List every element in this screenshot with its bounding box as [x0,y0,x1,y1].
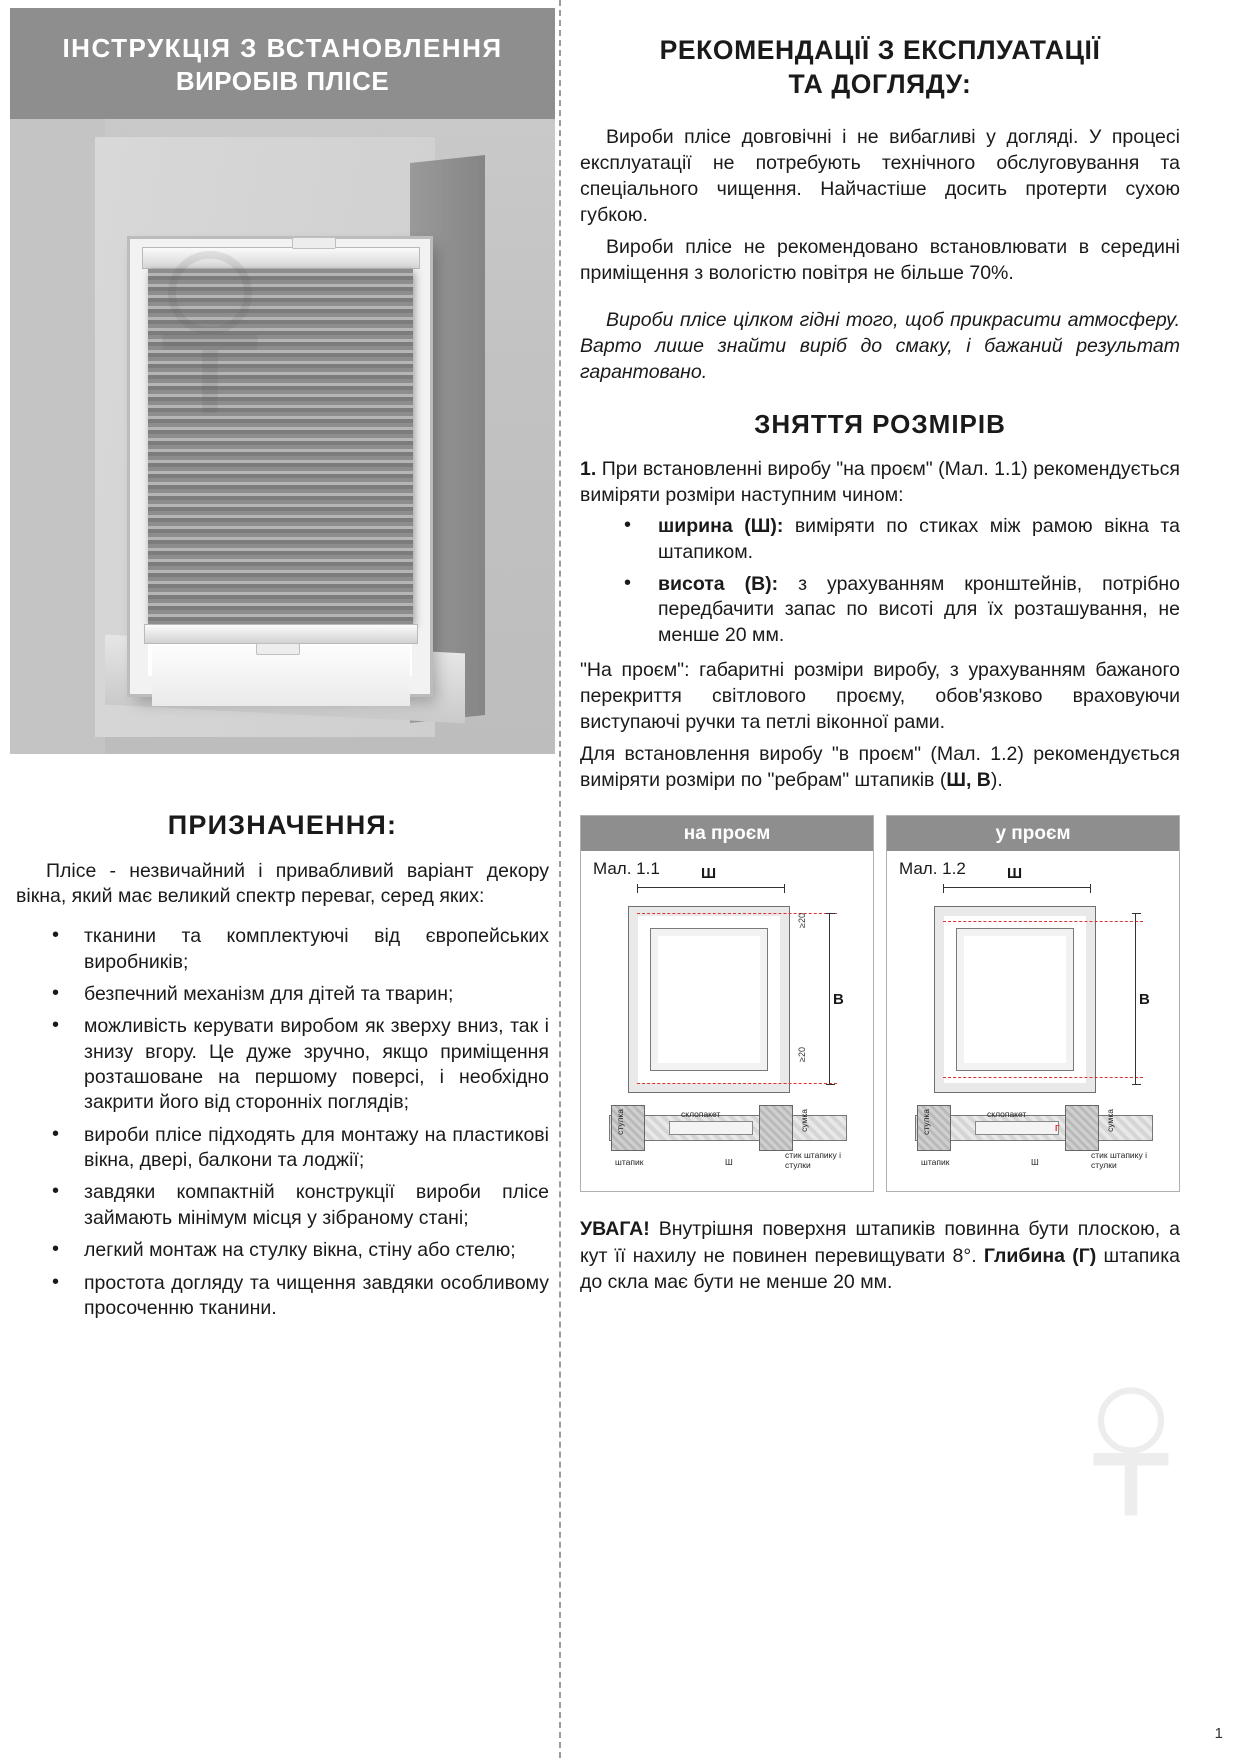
warning-text-bold: Глибина (Г) [983,1244,1097,1267]
care-para-1: Вироби пліcе довговічні і не вибагливі у догляді. У процесі експлуатації не потребують технічного обслуговування та спеціального чищення. Найчастіше досить протерти сухою губкою. [580,125,1180,227]
left-column [10,8,555,1750]
diagram-1-section [609,1097,847,1175]
list-item-width [580,514,1180,565]
product-photo [10,119,555,754]
diagram-1-height-label: В [833,991,844,1009]
para5-bold: Ш, В [946,769,991,792]
care-title [580,34,1180,102]
diagram-2-label-glass: склопакет [987,1109,1027,1120]
measurement-intro-text: При встановленні виробу "на проєм" (Мал. 1.1) рекомендується виміряти розміри наступним чином: [580,457,1180,507]
diagram-1-red-line-bottom [637,1083,837,1084]
diagram-1-section-glass [669,1121,753,1135]
diagram-2-section-glass [975,1121,1059,1135]
page-number: 1 [1214,1725,1223,1742]
diagram-2-label-joint: стик штапику і стулки [1091,1150,1147,1170]
photo-glass [152,646,410,706]
para5-a: Для встановлення виробу "в проєм" (Мал. 1.2) рекомендується виміряти розміри по "ребрам" штапиків ( [580,743,1180,792]
diagram-2-window-inner [957,929,1073,1070]
warning-paragraph [580,1216,1180,1295]
diagram-1-label-bag: сумка [799,1109,809,1133]
care-para-2: Вироби пліcе не рекомендовано встановлювати в середині приміщення з вологістю повітря не більше 70%. [580,236,1180,285]
diagram-2-label-sash: стулка [921,1109,931,1136]
height-text: з урахуванням кронштейнів, потрібно передбачити запас по висоті для їх розташування, не менше 20 мм. [658,572,1181,647]
diagram-1-label-glass: склопакет [681,1109,721,1120]
diagram-u-proem [886,815,1180,1192]
list-item: • простота догляду та чищення завдяки особливому просоченню тканини. [16,1271,549,1322]
measurement-intro [580,456,1180,508]
purpose-title: ПРИЗНАЧЕННЯ: [167,809,398,840]
diagram-1-red-line-top [637,913,837,914]
para5-c: ). [990,769,1003,792]
diagram-2-section [915,1097,1153,1175]
diagram-1-height-dim [829,913,830,1085]
diagram-1-window-outer [629,907,789,1092]
diagram-2-section-block-right [1065,1105,1099,1151]
diagram-1-section-block-right [759,1105,793,1151]
photo-bottom-rail [144,624,418,644]
diagram-2-red-line-top [943,921,1143,922]
diagram-2-body [887,851,1179,1191]
diagram-2-label-beading: штапик [921,1157,950,1168]
diagram-1-window-inner [651,929,767,1070]
measurement-para-5 [580,741,1180,793]
left-body [10,754,555,1322]
diagram-1-label-sash: стулка [615,1109,625,1136]
diagram-2-depth-label: Г [1055,1123,1060,1134]
diagram-1-width-dim [637,887,785,888]
diagram-2-height-dim [1135,913,1136,1085]
watermark-icon-bottom [1061,1378,1201,1528]
list-item: • можливість керувати виробом як зверху вниз, так і знизу вгору. Це дуже зручно, якщо приміщення розташоване на першому поверсі, і необхідно закрити його від сторонніх поглядів; [16,1014,549,1115]
purpose-intro: Пліcе - незвичайний і привабливий варіант декору вікна, який має великий спектр переваг, серед яких: [16,859,549,908]
photo-wall [10,119,105,754]
diagram-2-fig-label: Мал. 1.2 [899,859,966,879]
diagram-1-caption: на проєм [581,816,873,851]
warning-text-a: Внутрішня поверхня штапиків повинна бути плоскою, а кут її нахилу не повинен перевищувати 8°. [580,1218,1180,1267]
left-header-banner [10,8,555,119]
left-header-line1: ІНСТРУКЦІЯ З ВСТАНОВЛЕННЯ [62,33,503,63]
diagram-2-width-label: Ш [1007,865,1023,883]
purpose-list [16,924,549,1321]
list-item: • вироби пліcе підходять для монтажу на пластикові вікна, двері, балкони та лоджії; [16,1123,549,1174]
diagram-2-window-outer [935,907,1095,1092]
width-text: виміряти по стиках між рамою вікна та штапиком. [658,515,1180,563]
diagram-2-caption: у проєм [887,816,1179,851]
warning-text-c: штапика до скла має бути не менше 20 мм. [580,1244,1181,1294]
column-divider [559,0,561,1758]
diagram-1-bottom-offset: ≥20 [797,1047,807,1063]
photo-top-tab [292,237,336,249]
care-title-line1: РЕКОМЕНДАЦІЇ З ЕКСПЛУАТАЦІЇ [659,35,1101,65]
warning-label: УВАГА! [580,1218,650,1241]
measurement-para-4: "На проєм": габаритні розміри виробу, з урахуванням бажаного перекриття світлового проєму, обов'язково враховуючи виступаючі ручки та петлі віконної рами. [580,658,1180,734]
care-title-line2: ТА ДОГЛЯДУ: [788,68,972,99]
diagram-1-fig-label: Мал. 1.1 [593,859,660,879]
diagram-1-body [581,851,873,1191]
left-header-line2: ВИРОБІВ ПЛІСЕ [175,66,390,97]
width-label: ширина (Ш): [658,515,784,538]
diagram-na-proem [580,815,874,1192]
diagram-2-label-bag: сумка [1105,1109,1115,1133]
diagram-2-width-dim [943,887,1091,888]
list-item-height [580,572,1180,649]
watermark-icon [130,239,290,429]
list-item: • легкий монтаж на стулку вікна, стіну або стелю; [16,1238,549,1263]
list-item: • завдяки компактній конструкції вироби пліcе займають мінімум місця у зібраному стані; [16,1180,549,1231]
measurement-list [580,514,1180,649]
diagram-1-width-label: Ш [701,865,717,883]
diagram-2-label-w: Ш [1031,1157,1039,1168]
diagram-1-label-joint: стик штапику і стулки [785,1150,841,1170]
diagram-2-height-label: В [1139,991,1150,1009]
photo-bottom-tab [256,643,300,655]
list-item: • тканини та комплектуючі від європейських виробників; [16,924,549,975]
diagram-row [580,815,1180,1192]
diagram-2-red-line-bottom [943,1077,1143,1078]
right-column [580,16,1180,1315]
diagram-1-top-offset: ≥20 [797,913,807,929]
diagram-1-label-beading: штапик [615,1157,644,1168]
height-label: висота (В): [658,572,779,595]
care-para-3: Вироби пліcе цілком гідні того, щоб прикрасити атмосферу. Варто лише знайти виріб до смаку, і бажаний результат гарантовано. [580,308,1180,383]
list-item: • безпечний механізм для дітей та тварин; [16,982,549,1007]
measurement-intro-number: 1. [580,457,597,480]
measurement-title: ЗНЯТТЯ РОЗМІРІВ [754,408,1006,439]
diagram-1-label-w: Ш [725,1157,733,1168]
